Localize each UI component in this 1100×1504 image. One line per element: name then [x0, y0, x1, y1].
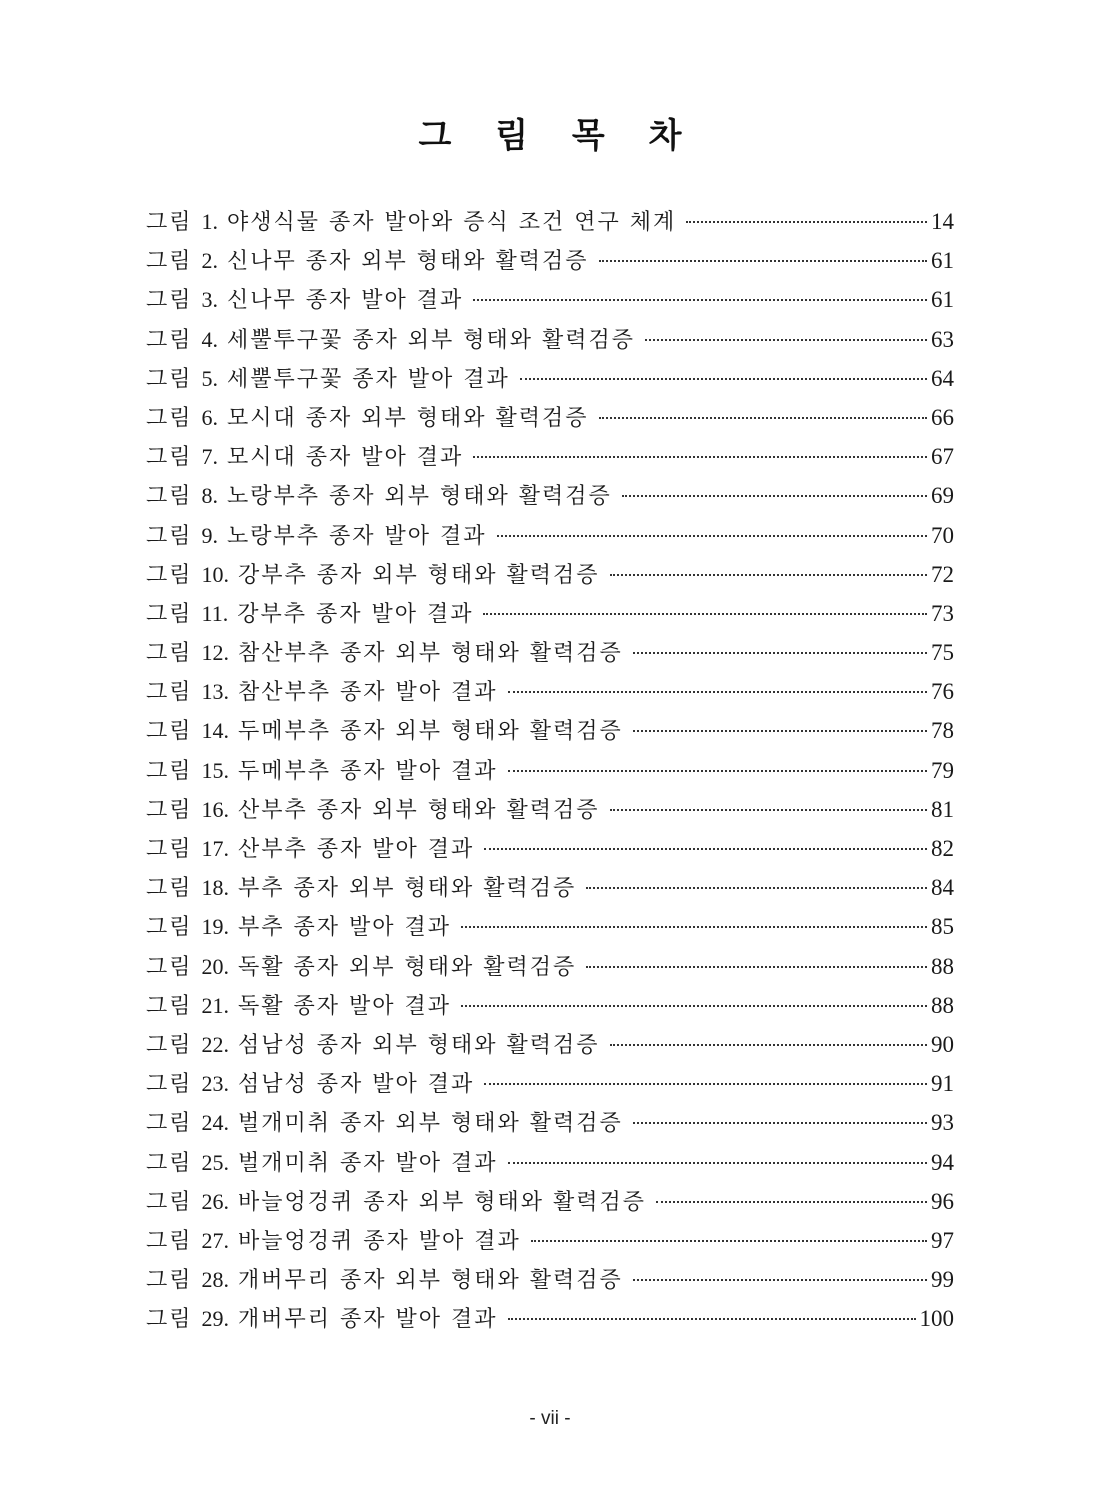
- dot-leader: [473, 456, 927, 458]
- entry-label: 그림: [146, 1268, 193, 1294]
- entry-label: 그림: [146, 288, 193, 314]
- entry-caption: 개버무리 종자 발아 결과: [238, 1307, 498, 1333]
- entry-title: [146, 359, 510, 399]
- entry-page-number: 81: [931, 796, 954, 822]
- table-of-figures: [146, 202, 954, 1338]
- entry-number: 23.: [201, 1071, 230, 1097]
- entry-title: [146, 633, 623, 673]
- entry-title: [146, 1260, 623, 1300]
- dot-leader: [610, 1044, 927, 1046]
- dot-leader: [599, 260, 927, 262]
- entry-number: 7.: [201, 444, 219, 470]
- dot-leader: [508, 1318, 916, 1320]
- entry-title: [146, 1143, 498, 1183]
- entry-caption: 야생식물 종자 발아와 증식 조건 연구 체계: [227, 210, 677, 235]
- entry-caption: 모시대 종자 외부 형태와 활력검증: [227, 405, 589, 431]
- entry-label: 그림: [146, 1150, 193, 1176]
- entry-number: 29.: [201, 1306, 230, 1332]
- entry-page-number: 88: [931, 953, 954, 979]
- entry-label: 그림: [146, 915, 193, 941]
- toc-entry[interactable]: [146, 437, 954, 476]
- entry-page-number: 70: [931, 522, 954, 548]
- entry-title: [146, 555, 600, 595]
- entry-number: 25.: [201, 1149, 230, 1175]
- entry-page-number: 61: [931, 248, 954, 274]
- toc-entry[interactable]: [146, 398, 954, 437]
- entry-page-number: 97: [931, 1227, 954, 1253]
- entry-title: [146, 672, 498, 712]
- entry-number: 10.: [201, 561, 230, 587]
- dot-leader: [484, 848, 927, 850]
- toc-entry[interactable]: [146, 359, 954, 398]
- dot-leader: [610, 809, 927, 811]
- toc-entry[interactable]: [146, 1143, 954, 1182]
- dot-leader: [484, 1083, 927, 1085]
- entry-caption: 바늘엉겅퀴 종자 외부 형태와 활력검증: [238, 1189, 647, 1215]
- entry-label: 그림: [146, 641, 193, 667]
- dot-leader: [508, 770, 927, 772]
- entry-caption: 독활 종자 발아 결과: [238, 993, 452, 1019]
- toc-entry[interactable]: [146, 241, 954, 280]
- entry-caption: 벌개미취 종자 발아 결과: [238, 1150, 498, 1176]
- entry-label: 그림: [146, 366, 193, 392]
- entry-label: 그림: [146, 601, 193, 627]
- entry-caption: 섬남성 종자 외부 형태와 활력검증: [238, 1032, 600, 1058]
- entry-number: 11.: [201, 600, 229, 626]
- entry-label: 그림: [146, 562, 193, 588]
- entry-number: 22.: [201, 1031, 230, 1057]
- toc-entry[interactable]: [146, 986, 954, 1025]
- entry-number: 3.: [201, 287, 219, 313]
- entry-number: 2.: [201, 248, 219, 274]
- toc-entry[interactable]: [146, 633, 954, 672]
- dot-leader: [586, 966, 927, 968]
- entry-label: 그림: [146, 1111, 193, 1137]
- toc-entry[interactable]: [146, 711, 954, 750]
- entry-caption: 산부추 종자 외부 형태와 활력검증: [238, 797, 600, 823]
- entry-title: [146, 1299, 498, 1339]
- dot-leader: [497, 535, 927, 537]
- entry-label: 그림: [146, 249, 193, 275]
- dot-leader: [461, 926, 927, 928]
- entry-caption: 독활 종자 외부 형태와 활력검증: [238, 954, 577, 980]
- dot-leader: [586, 887, 927, 889]
- entry-number: 20.: [201, 953, 230, 979]
- entry-page-number: 90: [931, 1031, 954, 1057]
- entry-caption: 두메부추 종자 외부 형태와 활력검증: [238, 719, 623, 745]
- entry-number: 14.: [201, 718, 230, 744]
- entry-caption: 신나무 종자 발아 결과: [227, 288, 464, 314]
- entry-title: [146, 320, 635, 360]
- toc-entry[interactable]: [146, 320, 954, 359]
- entry-caption: 신나무 종자 외부 형태와 활력검증: [227, 249, 589, 275]
- entry-caption: 바늘엉겅퀴 종자 발아 결과: [238, 1228, 521, 1254]
- entry-page-number: 64: [931, 365, 954, 391]
- dot-leader: [520, 378, 927, 380]
- entry-label: 그림: [146, 1072, 193, 1098]
- entry-title: [146, 1103, 623, 1143]
- entry-page-number: 76: [931, 679, 954, 705]
- entry-title: [146, 241, 589, 281]
- dot-leader: [645, 339, 927, 341]
- entry-label: 그림: [146, 993, 193, 1019]
- entry-page-number: 72: [931, 561, 954, 587]
- entry-number: 21.: [201, 992, 230, 1018]
- toc-entry[interactable]: [146, 1221, 954, 1260]
- entry-page-number: 91: [931, 1071, 954, 1097]
- toc-entry[interactable]: [146, 476, 954, 515]
- entry-label: 그림: [146, 719, 193, 745]
- entry-page-number: 75: [931, 640, 954, 666]
- dot-leader: [461, 1005, 927, 1007]
- entry-label: 그림: [146, 758, 193, 784]
- entry-page-number: 94: [931, 1149, 954, 1175]
- entry-number: 19.: [201, 914, 230, 940]
- entry-page-number: 61: [931, 287, 954, 313]
- entry-number: 5.: [201, 365, 219, 391]
- entry-title: [146, 594, 473, 634]
- toc-entry[interactable]: [146, 751, 954, 790]
- entry-page-number: 96: [931, 1188, 954, 1214]
- entry-label: 그림: [146, 405, 193, 431]
- entry-title: [146, 711, 623, 751]
- dot-leader: [633, 1279, 927, 1281]
- entry-title: [146, 516, 487, 556]
- entry-title: [146, 1221, 521, 1261]
- entry-number: 9.: [201, 522, 219, 548]
- entry-page-number: 66: [931, 404, 954, 430]
- entry-label: 그림: [146, 837, 193, 862]
- entry-page-number: 73: [931, 600, 954, 626]
- entry-caption: 참산부추 종자 외부 형태와 활력검증: [238, 641, 623, 667]
- dot-leader: [508, 691, 927, 693]
- entry-caption: 참산부추 종자 발아 결과: [238, 680, 498, 706]
- entry-page-number: 14: [931, 209, 954, 234]
- entry-page-number: 67: [931, 444, 954, 470]
- entry-title: [146, 398, 589, 438]
- dot-leader: [622, 495, 927, 497]
- entry-title: [146, 947, 576, 987]
- toc-entry[interactable]: [146, 1064, 954, 1103]
- entry-title: [146, 751, 498, 791]
- dot-leader: [656, 1201, 927, 1203]
- entry-caption: 세뿔투구꽃 종자 발아 결과: [227, 366, 510, 392]
- entry-label: 그림: [146, 1189, 193, 1215]
- entry-number: 24.: [201, 1110, 230, 1136]
- entry-label: 그림: [146, 876, 193, 902]
- entry-label: 그림: [146, 445, 193, 471]
- entry-label: 그림: [146, 1228, 193, 1254]
- entry-page-number: 63: [931, 326, 954, 352]
- dot-leader: [531, 1240, 927, 1242]
- entry-caption: 강부추 종자 외부 형태와 활력검증: [238, 562, 600, 588]
- entry-title: [146, 202, 676, 242]
- entry-number: 27.: [201, 1227, 230, 1253]
- entry-label: 그림: [146, 954, 193, 980]
- dot-leader: [473, 299, 927, 301]
- toc-entry[interactable]: [146, 907, 954, 946]
- entry-number: 15.: [201, 757, 230, 783]
- entry-number: 18.: [201, 875, 230, 901]
- toc-entry[interactable]: [146, 672, 954, 711]
- entry-page-number: 82: [931, 836, 954, 861]
- entry-caption: 노랑부추 종자 발아 결과: [227, 523, 487, 549]
- entry-page-number: 69: [931, 483, 954, 509]
- page-number: - vii -: [529, 1408, 571, 1429]
- entry-caption: 노랑부추 종자 외부 형태와 활력검증: [227, 484, 612, 510]
- entry-label: 그림: [146, 210, 193, 235]
- toc-entry[interactable]: [146, 1103, 954, 1142]
- entry-page-number: 78: [931, 718, 954, 744]
- entry-label: 그림: [146, 523, 193, 549]
- dot-leader: [508, 1162, 927, 1164]
- entry-title: [146, 829, 474, 869]
- entry-page-number: 99: [931, 1267, 954, 1293]
- entry-title: [146, 1064, 474, 1104]
- entry-label: 그림: [146, 1307, 193, 1333]
- entry-title: [146, 790, 600, 830]
- entry-title: [146, 907, 451, 947]
- entry-number: 12.: [201, 640, 230, 666]
- entry-page-number: 93: [931, 1110, 954, 1136]
- entry-number: 8.: [201, 483, 219, 509]
- entry-title: [146, 868, 576, 908]
- dot-leader: [633, 652, 927, 654]
- entry-caption: 부추 종자 외부 형태와 활력검증: [238, 876, 577, 902]
- entry-caption: 모시대 종자 발아 결과: [227, 445, 464, 471]
- page-title: 그 림 목 차: [418, 116, 698, 156]
- toc-entry[interactable]: [146, 516, 954, 555]
- entry-caption: 섬남성 종자 발아 결과: [238, 1072, 475, 1098]
- entry-caption: 개버무리 종자 외부 형태와 활력검증: [238, 1268, 623, 1294]
- toc-entry[interactable]: [146, 1182, 954, 1221]
- entry-number: 28.: [201, 1267, 230, 1293]
- entry-title: [146, 280, 463, 320]
- entry-number: 1.: [201, 209, 219, 234]
- entry-caption: 부추 종자 발아 결과: [238, 915, 452, 941]
- entry-label: 그림: [146, 484, 193, 510]
- entry-caption: 두메부추 종자 발아 결과: [238, 758, 498, 784]
- entry-caption: 벌개미취 종자 외부 형태와 활력검증: [238, 1111, 623, 1137]
- entry-caption: 강부추 종자 발아 결과: [237, 601, 474, 627]
- dot-leader: [599, 417, 927, 419]
- entry-title: [146, 986, 451, 1026]
- entry-label: 그림: [146, 797, 193, 823]
- dot-leader: [686, 221, 927, 223]
- entry-number: 16.: [201, 796, 230, 822]
- toc-entry[interactable]: [146, 280, 954, 319]
- toc-entry[interactable]: [146, 1299, 954, 1338]
- toc-entry[interactable]: [146, 868, 954, 907]
- entry-number: 17.: [201, 836, 230, 861]
- dot-leader: [633, 1122, 927, 1124]
- toc-entry[interactable]: [146, 594, 954, 633]
- entry-page-number: 100: [919, 1306, 954, 1332]
- toc-entry[interactable]: [146, 1260, 954, 1299]
- toc-entry[interactable]: [146, 1025, 954, 1064]
- dot-leader: [610, 574, 927, 576]
- entry-title: [146, 476, 612, 516]
- entry-title: [146, 1025, 600, 1065]
- toc-entry[interactable]: [146, 829, 954, 868]
- entry-title: [146, 1182, 646, 1222]
- toc-entry[interactable]: [146, 555, 954, 594]
- toc-entry[interactable]: [146, 202, 954, 241]
- entry-page-number: 85: [931, 914, 954, 940]
- entry-label: 그림: [146, 327, 193, 353]
- toc-entry[interactable]: [146, 790, 954, 829]
- entry-title: [146, 437, 463, 477]
- entry-page-number: 79: [931, 757, 954, 783]
- dot-leader: [483, 613, 927, 615]
- entry-caption: 산부추 종자 발아 결과: [238, 837, 475, 862]
- entry-number: 4.: [201, 326, 219, 352]
- entry-number: 13.: [201, 679, 230, 705]
- toc-entry[interactable]: [146, 947, 954, 986]
- entry-label: 그림: [146, 1032, 193, 1058]
- entry-label: 그림: [146, 680, 193, 706]
- entry-caption: 세뿔투구꽃 종자 외부 형태와 활력검증: [227, 327, 636, 353]
- entry-number: 6.: [201, 404, 219, 430]
- dot-leader: [633, 730, 927, 732]
- entry-number: 26.: [201, 1188, 230, 1214]
- entry-page-number: 88: [931, 992, 954, 1018]
- entry-page-number: 84: [931, 875, 954, 901]
